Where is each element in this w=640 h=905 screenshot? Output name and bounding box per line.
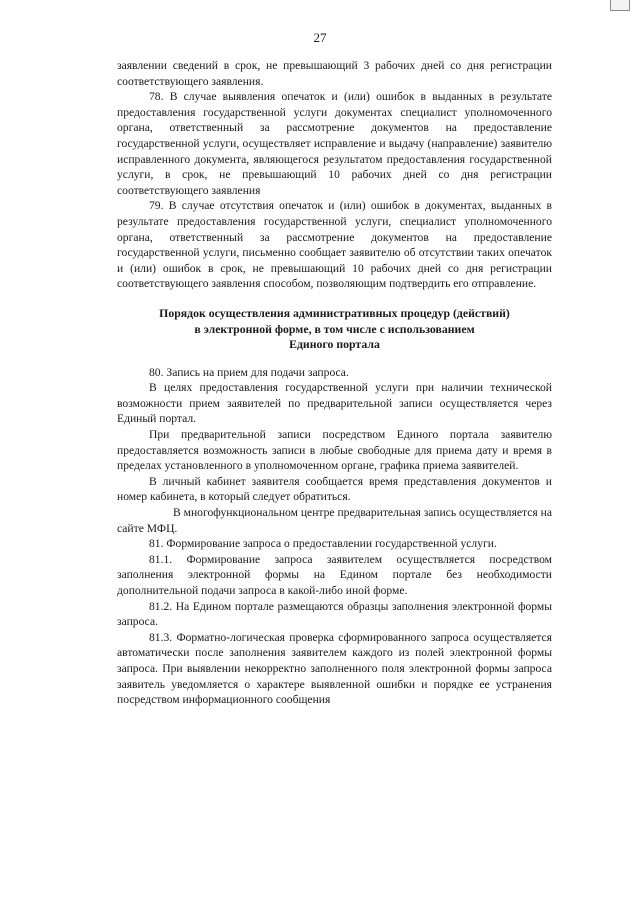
paragraph-80-mfc: В многофункциональном центре предварительная запись осуществляется на сайте МФЦ. [117, 506, 552, 535]
paragraph-80-portal: При предварительной записи посредством Единого портала заявителю предоставляется возможность записи в любые свободные для приема дату и время в пределах установленного в уполномоченном органе, графика приема заявителей. [117, 428, 552, 473]
page-number: 27 [313, 30, 327, 45]
paragraph-81-3: 81.3. Форматно-логическая проверка сформированного запроса осуществляется автоматически после заполнения заявителем каждого из полей электронной формы запроса. При выявлении некорректно заполненного поля электронной формы запроса заявитель уведомляется о характере выявленной ошибки и порядке ее устранения посредством информационного сообщения [117, 630, 552, 707]
paragraph-80: 80. Запись на прием для подачи запроса. [149, 365, 349, 379]
paragraph-81-1: 81.1. Формирование запроса заявителем осуществляется посредством заполнения электронной формы на Едином портале без необходимости дополнительной подачи запроса в какой-либо иной форме. [117, 552, 552, 597]
paragraph-81-2: 81.2. На Едином портале размещаются образцы заполнения электронной формы запроса. [117, 599, 552, 629]
paragraph-continuation: заявлении сведений в срок, не превышающий 3 рабочих дней со дня регистрации соответствующего заявления. [117, 59, 552, 88]
section-heading-line-1: Порядок осуществления административных процедур (действий) [159, 305, 510, 320]
section-heading-line-2: в электронной форме, в том числе с использованием [194, 321, 475, 336]
paragraph-81: 81. Формирование запроса о предоставлении государственной услуги. [149, 537, 497, 551]
staple-mark [610, 0, 630, 11]
section-heading-line-3: Единого портала [289, 337, 380, 352]
paragraph-80-prereg: В целях предоставления государственной услуги при наличии технической возможности прием заявителей по предварительной записи осуществляется через Единый портал. [117, 381, 552, 426]
section-heading [117, 306, 552, 353]
document-body [117, 58, 552, 708]
paragraph-78: 78. В случае выявления опечаток и (или) ошибок в выданных в результате предоставления государственной услуги документах специалист уполномоченного органа, ответственный за рассмотрение документов на предоставление государственной услуги, осуществляет исправление и выдачу (направление) заявителю исправленного документа, являющегося результатом предоставления государственной услуги, в срок, не превышающий 10 рабочих дней со дня регистрации соответствующего заявления [117, 90, 552, 197]
paragraph-80-cabinet: В личный кабинет заявителя сообщается время представления документов и номер кабинета, в который следует обратиться. [117, 474, 552, 504]
paragraph-79: 79. В случае отсутствия опечаток и (или) ошибок в документах, выданных в результате предоставления государственной услуги, специалист уполномоченного органа, ответственный за рассмотрение документов на предоставление государственной услуги, письменно сообщает заявителю об отсутствии таких опечаток и (или) ошибок в срок, не превышающий 10 рабочих дней со дня регистрации соответствующего заявления способом, позволяющим подтвердить его отправление. [117, 199, 552, 291]
